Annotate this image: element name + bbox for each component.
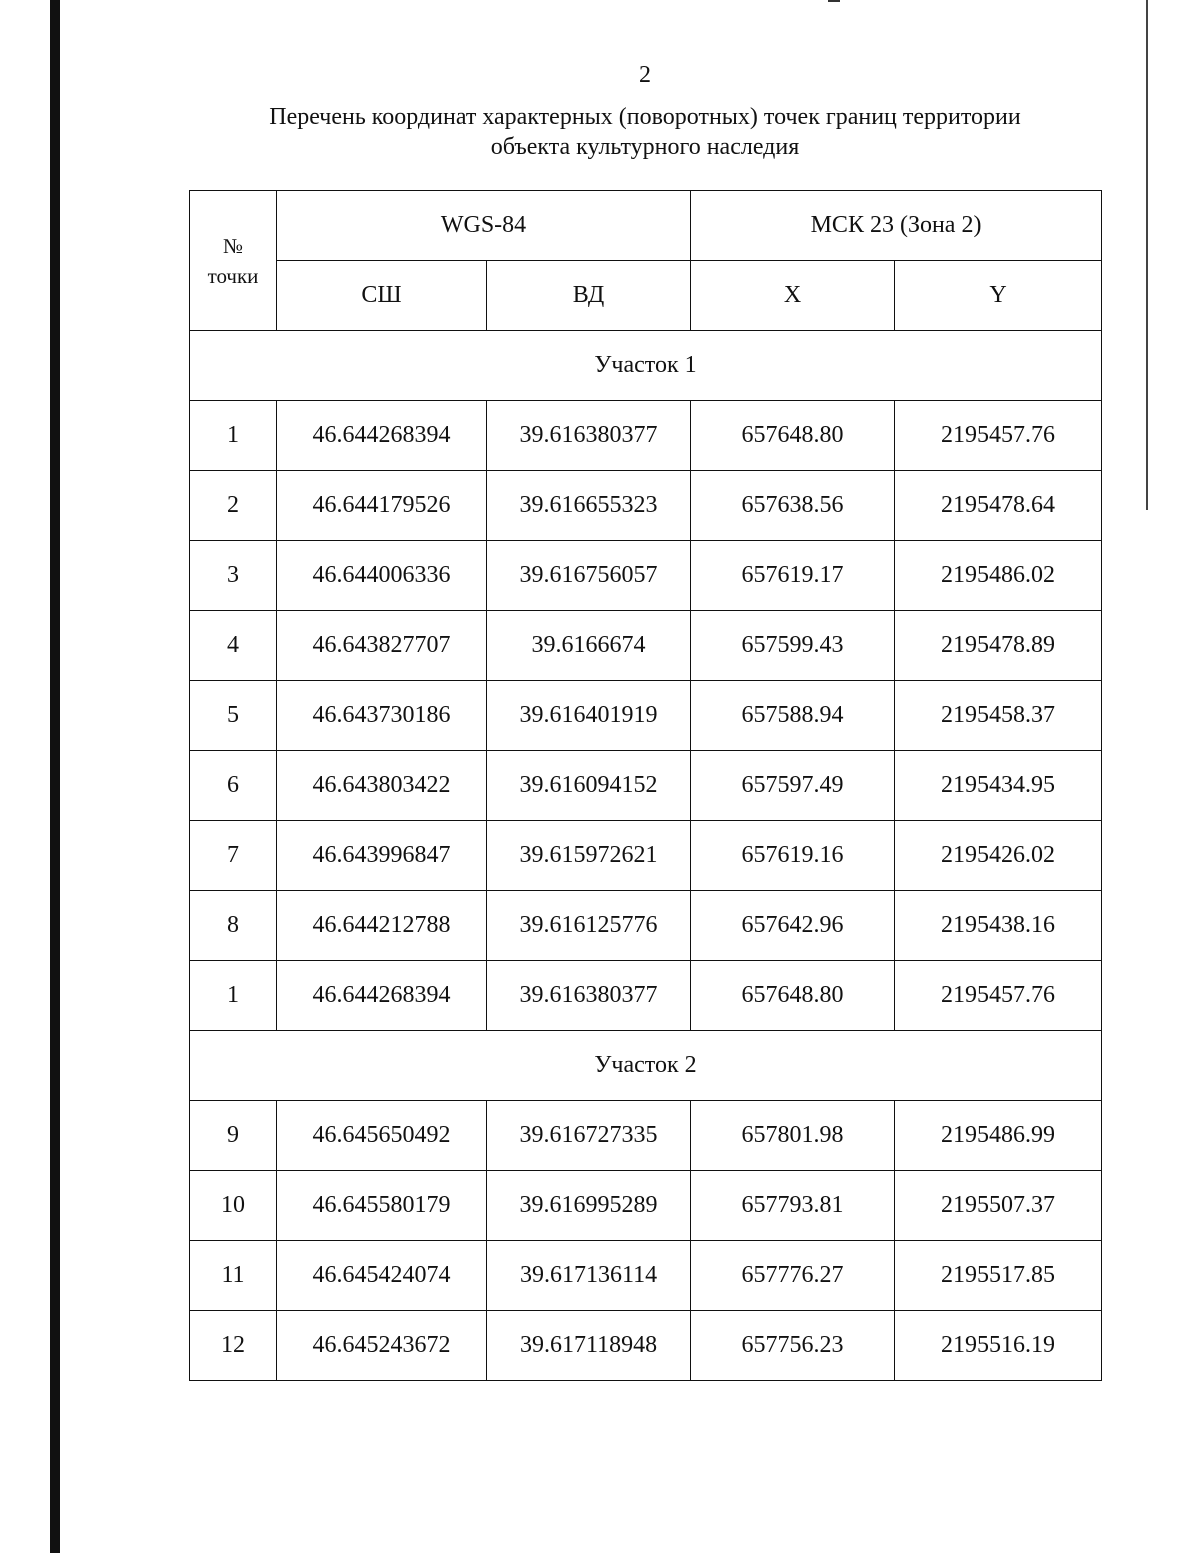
cell-x: 657619.17: [691, 541, 895, 611]
cell-y: 2195438.16: [895, 891, 1102, 961]
cell-point-number: 4: [190, 611, 277, 681]
cell-longitude: 39.616756057: [487, 541, 691, 611]
section-row: [190, 331, 1102, 401]
cell-latitude: 46.644268394: [277, 961, 487, 1031]
header-num-word: точки: [207, 263, 259, 288]
section-title: Участок 1: [190, 331, 1102, 401]
coordinates-table: [189, 190, 1102, 1381]
cell-latitude: 46.645424074: [277, 1241, 487, 1311]
cell-y: 2195516.19: [895, 1311, 1102, 1381]
table-row: [190, 611, 1102, 681]
table-body: [190, 331, 1102, 1381]
cell-x: 657588.94: [691, 681, 895, 751]
cell-y: 2195517.85: [895, 1241, 1102, 1311]
cell-longitude: 39.616380377: [487, 401, 691, 471]
cell-x: 657776.27: [691, 1241, 895, 1311]
cell-y: 2195457.76: [895, 961, 1102, 1031]
cell-longitude: 39.616655323: [487, 471, 691, 541]
cell-x: 657619.16: [691, 821, 895, 891]
header-wgs84: WGS-84: [277, 191, 691, 261]
cell-y: 2195507.37: [895, 1171, 1102, 1241]
table-row: [190, 681, 1102, 751]
cell-longitude: 39.6166674: [487, 611, 691, 681]
cell-latitude: 46.643996847: [277, 821, 487, 891]
cell-longitude: 39.616401919: [487, 681, 691, 751]
cell-point-number: 5: [190, 681, 277, 751]
cell-point-number: 6: [190, 751, 277, 821]
cell-point-number: 8: [190, 891, 277, 961]
table-row: [190, 1311, 1102, 1381]
cell-y: 2195458.37: [895, 681, 1102, 751]
cell-point-number: 3: [190, 541, 277, 611]
cell-y: 2195434.95: [895, 751, 1102, 821]
cell-y: 2195457.76: [895, 401, 1102, 471]
cell-x: 657801.98: [691, 1101, 895, 1171]
cell-x: 657648.80: [691, 401, 895, 471]
cell-x: 657648.80: [691, 961, 895, 1031]
cell-point-number: 1: [190, 961, 277, 1031]
cell-x: 657793.81: [691, 1171, 895, 1241]
cell-longitude: 39.616995289: [487, 1171, 691, 1241]
cell-y: 2195478.64: [895, 471, 1102, 541]
cell-y: 2195478.89: [895, 611, 1102, 681]
cell-latitude: 46.643803422: [277, 751, 487, 821]
table-row: [190, 471, 1102, 541]
cell-latitude: 46.644179526: [277, 471, 487, 541]
cell-point-number: 7: [190, 821, 277, 891]
header-col-x: X: [691, 261, 895, 331]
header-num-symbol: №: [222, 233, 244, 258]
cell-longitude: 39.616727335: [487, 1101, 691, 1171]
cell-y: 2195486.99: [895, 1101, 1102, 1171]
cell-longitude: 39.615972621: [487, 821, 691, 891]
document-title: [200, 102, 1090, 162]
cell-latitude: 46.645580179: [277, 1171, 487, 1241]
page-number: 2: [639, 62, 651, 88]
header-col-vd: ВД: [487, 261, 691, 331]
cell-y: 2195426.02: [895, 821, 1102, 891]
table-row: [190, 751, 1102, 821]
header-point-number: [190, 191, 277, 331]
cell-point-number: 11: [190, 1241, 277, 1311]
cell-point-number: 12: [190, 1311, 277, 1381]
cell-x: 657642.96: [691, 891, 895, 961]
section-row: [190, 1031, 1102, 1101]
cell-longitude: 39.617136114: [487, 1241, 691, 1311]
cell-x: 657599.43: [691, 611, 895, 681]
cell-latitude: 46.644268394: [277, 401, 487, 471]
cell-x: 657638.56: [691, 471, 895, 541]
cell-latitude: 46.644212788: [277, 891, 487, 961]
table-row: [190, 1101, 1102, 1171]
table-row: [190, 821, 1102, 891]
table-row: [190, 1171, 1102, 1241]
title-line-2: объекта культурного наследия: [490, 134, 800, 160]
cell-point-number: 9: [190, 1101, 277, 1171]
section-title: Участок 2: [190, 1031, 1102, 1101]
cell-longitude: 39.616094152: [487, 751, 691, 821]
cell-latitude: 46.643827707: [277, 611, 487, 681]
cell-latitude: 46.645650492: [277, 1101, 487, 1171]
table-row: [190, 1241, 1102, 1311]
cell-latitude: 46.643730186: [277, 681, 487, 751]
cell-longitude: 39.616125776: [487, 891, 691, 961]
cell-latitude: 46.644006336: [277, 541, 487, 611]
cell-point-number: 1: [190, 401, 277, 471]
table-row: [190, 401, 1102, 471]
table-row: [190, 961, 1102, 1031]
cell-point-number: 2: [190, 471, 277, 541]
title-line-1: Перечень координат характерных (поворотных) точек границ территории: [269, 104, 1021, 130]
cell-x: 657756.23: [691, 1311, 895, 1381]
cell-longitude: 39.616380377: [487, 961, 691, 1031]
table-row: [190, 891, 1102, 961]
header-row-groups: [190, 191, 1102, 261]
scan-top-mark: [828, 0, 840, 2]
cell-point-number: 10: [190, 1171, 277, 1241]
header-row-columns: [190, 261, 1102, 331]
header-msk23: МСК 23 (Зона 2): [691, 191, 1102, 261]
header-col-y: Y: [895, 261, 1102, 331]
header-col-sh: СШ: [277, 261, 487, 331]
cell-y: 2195486.02: [895, 541, 1102, 611]
cell-latitude: 46.645243672: [277, 1311, 487, 1381]
cell-x: 657597.49: [691, 751, 895, 821]
cell-longitude: 39.617118948: [487, 1311, 691, 1381]
scan-left-border: [50, 0, 60, 1553]
table-row: [190, 541, 1102, 611]
